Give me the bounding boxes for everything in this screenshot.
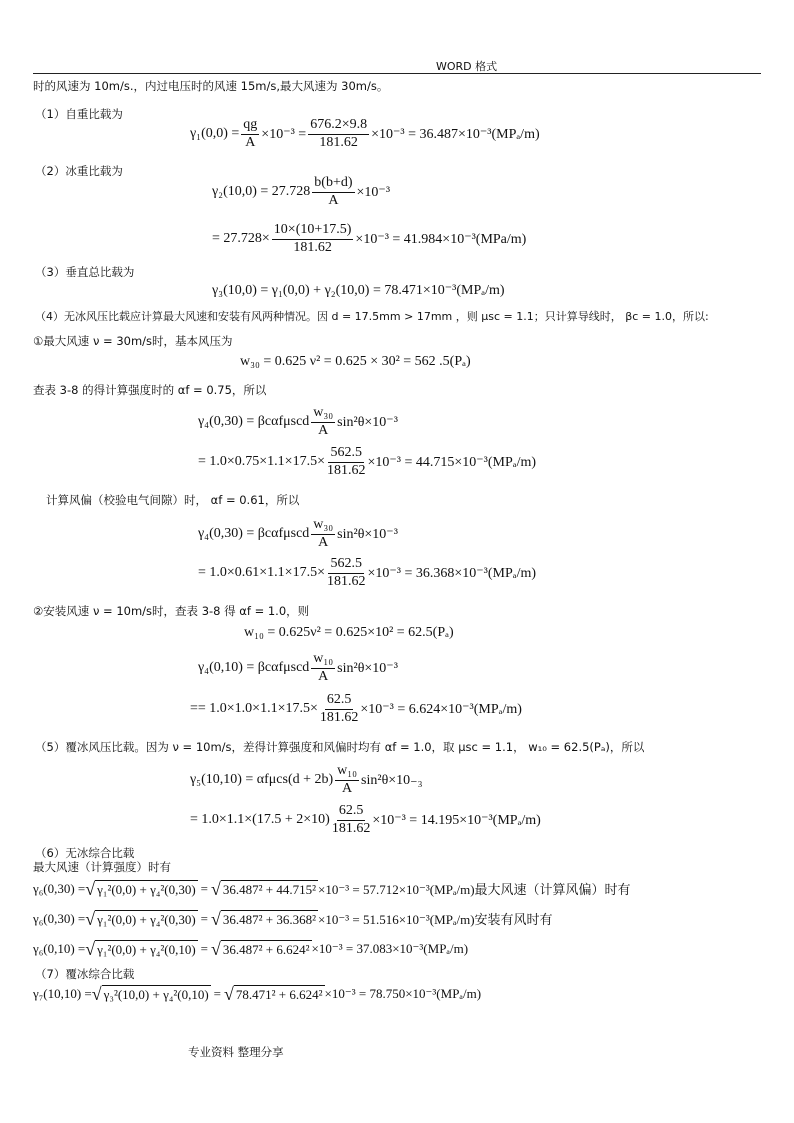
s5-eqA-rhs: sin²θ×10₋₃ <box>361 772 423 788</box>
s1-rhs: ×10⁻³ = 36.487×10⁻³(MPₐ/m) <box>371 126 540 142</box>
s2-frac1: $\frac{b(b+d)}{A}$ <box>314 175 353 208</box>
s5-eqB-rhs: ×10⁻³ = 14.195×10⁻³(MPₐ/m) <box>372 812 541 828</box>
s7-eq-sqrt1: √ γ₃²(10,0) + γ₄²(0,10) <box>91 984 209 1004</box>
s4-w30: w₃₀ = 0.625 ν² = 0.625 × 30² = 562 .5(Pₐ) <box>240 354 471 369</box>
s4-eqA <box>198 406 398 438</box>
s2-equation-line1 <box>212 176 390 208</box>
s4-eqA-rhs: sin²θ×10⁻³ <box>337 414 398 430</box>
s4-eqC-frac: $\frac{\text{w₃₀}}{A}$ <box>313 517 334 550</box>
s6-eq1 <box>33 879 631 898</box>
s5-eqA <box>190 764 422 796</box>
s4-eqB-frac: $\frac{562.5}{181.62}$ <box>326 445 366 478</box>
s4-case1: ①最大风速 ν = 30m/s时，基本风压为 <box>33 334 233 348</box>
s7-label: （7）覆冰综合比载 <box>35 967 135 981</box>
s7-eq-sqrt2: √ 78.471² + 6.624² <box>224 984 323 1004</box>
s4-w10: w₁₀ = 0.625ν² = 0.625×10² = 62.5(Pₐ) <box>244 625 454 640</box>
s6-eq3-lhs: γ₆(0,10) = <box>33 941 86 956</box>
s5-eqA-lhs: γ₅(10,10) = αfμcs(d + 2b) <box>190 772 334 788</box>
page-footer: 专业资料 整理分享 <box>188 1045 284 1059</box>
s6-eq1-sqrt1: √ γ₁²(0,0) + γ₄²(0,30) <box>85 878 196 899</box>
s2-rhs2: ×10⁻³ = 41.984×10⁻³(MPa/m) <box>355 231 527 247</box>
s6-label: （6）无冰综合比载 <box>35 846 135 860</box>
s2-label: （2）冰重比载为 <box>35 164 123 178</box>
s5-eqB <box>190 804 541 836</box>
s6-eq2-sqrt1: √ γ₁²(0,0) + γ₄²(0,30) <box>85 908 196 929</box>
s4-eqF <box>190 693 522 725</box>
s4-wind-note: 计算风偏（校验电气间隙）时， αf = 0.61，所以 <box>46 493 300 507</box>
s6-eq3-rhs: ×10⁻³ = 37.083×10⁻³(MPₐ/m) <box>311 941 469 956</box>
s2-lhs2: = 27.728× <box>212 231 270 247</box>
s3-equation: γ₃(10,0) = γ₁(0,0) + γ₂(10,0) = 78.471×10⁻³(MPₐ/m) <box>212 283 505 298</box>
s6-eq2-mid: = <box>200 910 209 926</box>
s6-eq1-sqrt2: √ 36.487² + 44.715² <box>211 878 317 899</box>
s6-sub: 最大风速（计算强度）时有 <box>33 860 171 874</box>
s6-eq2-rhs: ×10⁻³ = 51.516×10⁻³(MPₐ/m)安装有风时有 <box>318 912 553 927</box>
s6-eq1-lhs: γ₆(0,30) = <box>33 880 86 896</box>
s4-eqF-frac: $\frac{62.5}{181.62}$ <box>319 692 359 725</box>
s6-eq3-mid: = <box>200 941 209 956</box>
s1-equation <box>190 118 540 150</box>
s1-lhs: γ₁(0,0) = <box>190 126 240 142</box>
s6-eq3 <box>33 940 468 958</box>
s6-eq2-lhs: γ₆(0,30) = <box>33 910 86 926</box>
s3-label: （3）垂直总比载为 <box>35 265 135 279</box>
s6-eq2 <box>33 909 553 928</box>
s7-eq <box>33 985 481 1003</box>
s4-eqB-rhs: ×10⁻³ = 44.715×10⁻³(MPₐ/m) <box>367 454 537 470</box>
s5-label: （5）覆冰风压比载。因为 ν = 10m/s，差得计算强度和风偏时均有 αf = 1.0，取 μsc = 1.1， w₁₀ = 62.5(Pₐ)，所以 <box>35 740 645 754</box>
s4-eqA-lhs: γ₄(0,30) = βcαfμscd <box>198 414 310 430</box>
s4-eqE-lhs: γ₄(0,10) = βcαfμscd <box>198 660 310 676</box>
s5-eqB-lhs: = 1.0×1.1×(17.5 + 2×10) <box>190 812 330 828</box>
s4-eqA-frac: $\frac{\text{w₃₀}}{A}$ <box>313 405 334 438</box>
s7-eq-rhs: ×10⁻³ = 78.750×10⁻³(MPₐ/m) <box>324 986 482 1001</box>
s4-eqC-rhs: sin²θ×10⁻³ <box>337 526 398 542</box>
s4-eqE-frac: $\frac{\text{w₁₀}}{A}$ <box>313 651 334 684</box>
s2-frac2: $\frac{10\times(10+17.5)}{181.62}$ <box>273 222 352 255</box>
s5-eqB-frac: $\frac{62.5}{181.62}$ <box>331 803 371 836</box>
s5-eqA-frac: $\frac{\text{w₁₀}}{A}$ <box>337 763 358 796</box>
s1-label: （1）自重比载为 <box>35 107 123 121</box>
s4-eqF-rhs: ×10⁻³ = 6.624×10⁻³(MPₐ/m) <box>360 701 522 717</box>
s4-eqD <box>198 557 536 589</box>
s6-eq1-rhs: ×10⁻³ = 57.712×10⁻³(MPₐ/m)最大风速（计算风偏）时有 <box>318 882 631 897</box>
header-rule <box>33 73 761 74</box>
page-header-title: WORD 格式 <box>436 60 498 73</box>
s4-eqB <box>198 446 536 478</box>
s4-eqE <box>198 652 398 684</box>
s4-eqF-lhs: == 1.0×1.0×1.1×17.5× <box>190 701 318 717</box>
s6-eq2-sqrt2: √ 36.487² + 36.368² <box>211 908 317 929</box>
intro-text: 时的风速为 10m/s.，内过电压时的风速 15m/s,最大风速为 30m/s。 <box>33 79 389 93</box>
s4-eqD-lhs: = 1.0×0.61×1.1×17.5× <box>198 565 325 581</box>
s1-frac2: $\frac{676.2\times 9.8}{181.62}$ <box>310 117 368 150</box>
s2-equation-line2 <box>212 223 526 255</box>
s2-lhs: γ₂(10,0) = 27.728 <box>212 184 311 200</box>
s7-eq-mid: = <box>213 986 222 1001</box>
s4-eqD-frac: $\frac{562.5}{181.62}$ <box>326 556 366 589</box>
s4-eqC <box>198 518 398 550</box>
s1-frac1: $\frac{qg}{A}$ <box>243 117 258 150</box>
s4-label: （4）无冰风压比载应计算最大风速和安装有风两种情况。因 d = 17.5mm > 17mm ，则 μsc = 1.1；只计算导线时， βc = 1.0，所以: <box>35 310 709 323</box>
s7-eq-lhs: γ₇(10,10) = <box>33 986 92 1001</box>
s1-mid: ×10⁻³ = <box>261 126 307 142</box>
s6-eq3-sqrt1: √ γ₁²(0,0) + γ₄²(0,10) <box>85 939 196 959</box>
s4-eqE-rhs: sin²θ×10⁻³ <box>337 660 398 676</box>
s6-eq3-sqrt2: √ 36.487² + 6.624² <box>211 939 310 959</box>
s4-case2: ②安装风速 ν = 10m/s时，查表 3-8 得 αf = 1.0，则 <box>33 604 310 618</box>
s4-table-note: 查表 3-8 的得计算强度时的 αf = 0.75，所以 <box>33 383 267 397</box>
s4-eqC-lhs: γ₄(0,30) = βcαfμscd <box>198 526 310 542</box>
s4-eqD-rhs: ×10⁻³ = 36.368×10⁻³(MPₐ/m) <box>367 565 537 581</box>
s2-mid: ×10⁻³ <box>356 184 391 200</box>
s4-eqB-lhs: = 1.0×0.75×1.1×17.5× <box>198 454 325 470</box>
s6-eq1-mid: = <box>200 880 209 896</box>
